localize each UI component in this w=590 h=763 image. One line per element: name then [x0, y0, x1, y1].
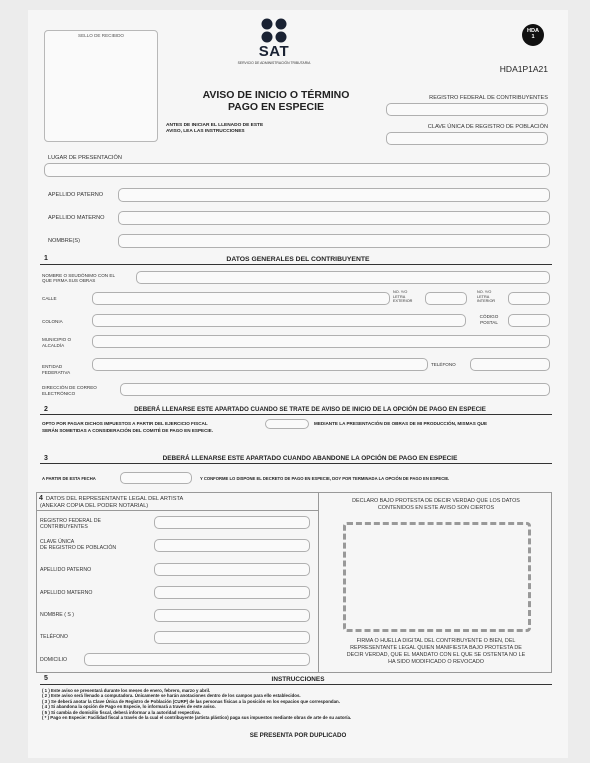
section2-title: DEBERÁ LLENARSE ESTE APARTADO CUANDO SE TRATE DE AVISO DE INICIO DE LA OPCIÓN DE PAGO EN ESPECIE [134, 406, 486, 413]
signature-box[interactable] [343, 522, 531, 632]
instruction-item: ( * ) Pago en Especie: Facilidad fiscal a través de la cual el contribuyente (artista plástico) paga sus impuestos mediante obras de arte de su autoría. [42, 715, 352, 721]
rfc-label: REGISTRO FEDERAL DE CONTRIBUYENTES [429, 95, 548, 101]
calle-field[interactable] [92, 292, 390, 305]
section2-mediante: MEDIANTE LA PRESENTACIÓN DE OBRAS DE MI PRODUCCIÓN, MISMAS QUE [314, 421, 488, 426]
telefono-label: TELÉFONO [431, 362, 456, 367]
section4-title-l2: (ANEXAR COPIA DEL PODER NOTARIAL) [40, 503, 149, 509]
apellido-materno-label: APELLIDO MATERNO [48, 215, 105, 221]
apellido-paterno-field[interactable] [118, 188, 550, 202]
section4-number: 4 [39, 495, 43, 502]
section5-number: 5 [44, 675, 48, 682]
codigo-postal-label-l2: POSTAL [480, 320, 498, 325]
fecha-field[interactable] [120, 472, 192, 484]
instructions-note-l1: ANTES DE INICIAR EL LLENADO DE ESTE [166, 123, 264, 128]
apellido-materno-field[interactable] [118, 211, 550, 225]
form-title-line2: PAGO EN ESPECIE [227, 101, 325, 113]
instructions-note-l2: AVISO, LEA LAS INSTRUCCIONES [166, 129, 245, 134]
curp-label: CLAVE ÚNICA DE REGISTRO DE POBLACIÓN [427, 124, 548, 130]
declaracion-bottom-l3: DECIR VERDAD, QUE EL MANDATO CON EL QUE SE OSTENTA NO LE [346, 652, 526, 658]
apellido-paterno-label: APELLIDO PATERNO [48, 192, 104, 198]
rep-domicilio-field[interactable] [84, 653, 310, 666]
num-interior-label-l1: NO. Y/O [477, 290, 492, 294]
rep-curp-field[interactable] [154, 539, 310, 552]
entidad-label-l1: ENTIDAD [42, 364, 63, 369]
declaracion-bottom-l2: REPRESENTANTE LEGAL QUIEN MANIFIESTA BAJO PROTESTA DE [350, 645, 522, 651]
form-code: HDA1P1A21 [499, 64, 548, 74]
rep-materno-field[interactable] [154, 586, 310, 599]
calle-label: CALLE [42, 296, 57, 301]
rep-telefono-field[interactable] [154, 631, 310, 644]
curp-field[interactable] [386, 132, 548, 145]
colonia-field[interactable] [92, 314, 466, 327]
instructions-list [42, 688, 552, 720]
rep-nombres-label: NOMBRE ( S ) [40, 612, 75, 618]
num-exterior-label-l1: NO. Y/O [393, 290, 408, 294]
num-interior-field[interactable] [508, 292, 550, 305]
sat-logo-icon [260, 18, 288, 44]
rep-rfc-label-l1: REGISTRO FEDERAL DE [40, 518, 101, 524]
section5-title: INSTRUCCIONES [271, 676, 325, 683]
seudonimo-field[interactable] [136, 271, 550, 284]
section2-opto-l2: SERÁN SOMETIDAS A CONSIDERACIÓN DEL COMITÉ DE PAGO EN ESPECIE. [42, 428, 214, 433]
nombres-field[interactable] [118, 234, 550, 248]
section3-title: DEBERÁ LLENARSE ESTE APARTADO CUANDO ABANDONE LA OPCIÓN DE PAGO EN ESPECIE [162, 455, 458, 462]
instruction-item: ( 1 ) Este aviso se presentará durante los meses de enero, febrero, marzo y abril. [42, 688, 211, 693]
ejercicio-fiscal-field[interactable] [265, 419, 309, 429]
section3-number: 3 [44, 455, 48, 462]
form-title-line1: AVISO DE INICIO O TÉRMINO [202, 89, 350, 101]
fecha-label: A PARTIR DE ESTA FECHA [42, 476, 96, 481]
instruction-item: ( 2 ) Este aviso será llenado a computadora. Únicamente se harán anotaciones dentro de los campos para ello establecidos. [42, 693, 301, 699]
instruction-item: ( 4 ) Si abandona la opción de Pago en Especie, lo informará a través de este aviso. [42, 704, 216, 710]
municipio-field[interactable] [92, 335, 550, 348]
sat-logo-text: SAT [258, 43, 290, 60]
num-exterior-field[interactable] [425, 292, 467, 305]
instruction-item: ( 3 ) Se deberá anotar la Clave Única de Registro de Población (CURP) de las personas físicas a la posición en los espacios que correspondan. [42, 698, 340, 704]
rep-telefono-label: TELÉFONO [40, 634, 68, 640]
rep-domicilio-label: DOMICILIO [40, 657, 68, 663]
seudonimo-label-l1: NOMBRE O SEUDÓNIMO CON EL [42, 273, 115, 278]
rep-curp-label-l2: DE REGISTRO DE POBLACIÓN [40, 545, 117, 551]
conforme-text: Y CONFORME LO DISPONE EL DECRETO DE PAGO EN ESPECIE, DOY POR TERMINADA LA OPCIÓN DE PAGO EN ESPECIE. [200, 476, 450, 481]
declaracion-top-l2: CONTENIDOS EN ESTE AVISO SON CIERTOS [377, 505, 495, 511]
instruction-item: ( 5 ) Si cambia de domicilio fiscal, deberá informar a la autoridad respectiva. [42, 709, 201, 715]
declaracion-top-l1: DECLARO BAJO PROTESTA DE DECIR VERDAD QUE LOS DATOS [352, 498, 520, 504]
form-badge [522, 24, 544, 46]
section1-number: 1 [44, 255, 48, 262]
declaracion-bottom-l1: FIRMA O HUELLA DIGITAL DEL CONTRIBUYENTE O BIEN, DEL [356, 638, 516, 644]
correo-label-l2: ELECTRÓNICO [42, 391, 76, 396]
footer-duplicado: SE PRESENTA POR DUPLICADO [249, 732, 347, 739]
section4-divider [318, 492, 319, 673]
num-exterior-label-l3: EXTERIOR [393, 299, 413, 303]
section4-title-l1: DATOS DEL REPRESENTANTE LEGAL DEL ARTISTA [46, 496, 184, 502]
rep-materno-label: APELLIDO MATERNO [40, 590, 93, 596]
codigo-postal-field[interactable] [508, 314, 550, 327]
stamp-label: SELLO DE RECIBIDO [78, 33, 124, 38]
num-interior-label-l3: INTERIOR [477, 299, 496, 303]
num-interior-label-l2: LETRA [477, 294, 490, 299]
rep-rfc-field[interactable] [154, 516, 310, 529]
rep-rfc-label-l2: CONTRIBUYENTES [40, 524, 88, 530]
rep-nombres-field[interactable] [154, 609, 310, 622]
nombres-label: NOMBRE(S) [48, 238, 81, 244]
lugar-label: LUGAR DE PRESENTACIÓN [48, 155, 122, 161]
rep-paterno-label: APELLIDO PATERNO [40, 567, 92, 573]
lugar-field[interactable] [44, 163, 550, 177]
municipio-label-l2: ALCALDÍA [42, 343, 65, 348]
form-badge-top: HDA [526, 28, 540, 34]
sat-logo-sub: SERVICIO DE ADMINISTRACIÓN TRIBUTARIA [237, 61, 311, 65]
section2-opto-l1: OPTO POR PAGAR DICHOS IMPUESTOS A PARTIR DEL EJERCICIO FISCAL [42, 421, 208, 426]
section1-title: DATOS GENERALES DEL CONTRIBUYENTE [226, 256, 370, 263]
rep-curp-label-l1: CLAVE ÚNICA [40, 539, 75, 545]
seudonimo-label-l2: QUE FIRMA SUS OBRAS [42, 278, 96, 283]
municipio-label-l1: MUNICIPIO O [42, 337, 72, 342]
rfc-field[interactable] [386, 103, 548, 116]
entidad-field[interactable] [92, 358, 428, 371]
stamp-box [44, 30, 158, 142]
correo-label-l1: DIRECCIÓN DE CORREO [42, 385, 97, 390]
entidad-label-l2: FEDERATIVA [42, 370, 71, 375]
codigo-postal-label-l1: CÓDIGO [479, 314, 499, 319]
declaracion-bottom-l4: HA SIDO MODIFICADO O REVOCADO [388, 659, 484, 665]
form-page [28, 10, 568, 758]
telefono-field[interactable] [470, 358, 550, 371]
rep-paterno-field[interactable] [154, 563, 310, 576]
correo-field[interactable] [120, 383, 550, 396]
num-exterior-label-l2: LETRA [393, 294, 406, 299]
section2-number: 2 [44, 406, 48, 413]
colonia-label: COLONIA [42, 319, 63, 324]
section4-title-underline [36, 510, 319, 511]
form-badge-num: 1 [531, 34, 535, 40]
